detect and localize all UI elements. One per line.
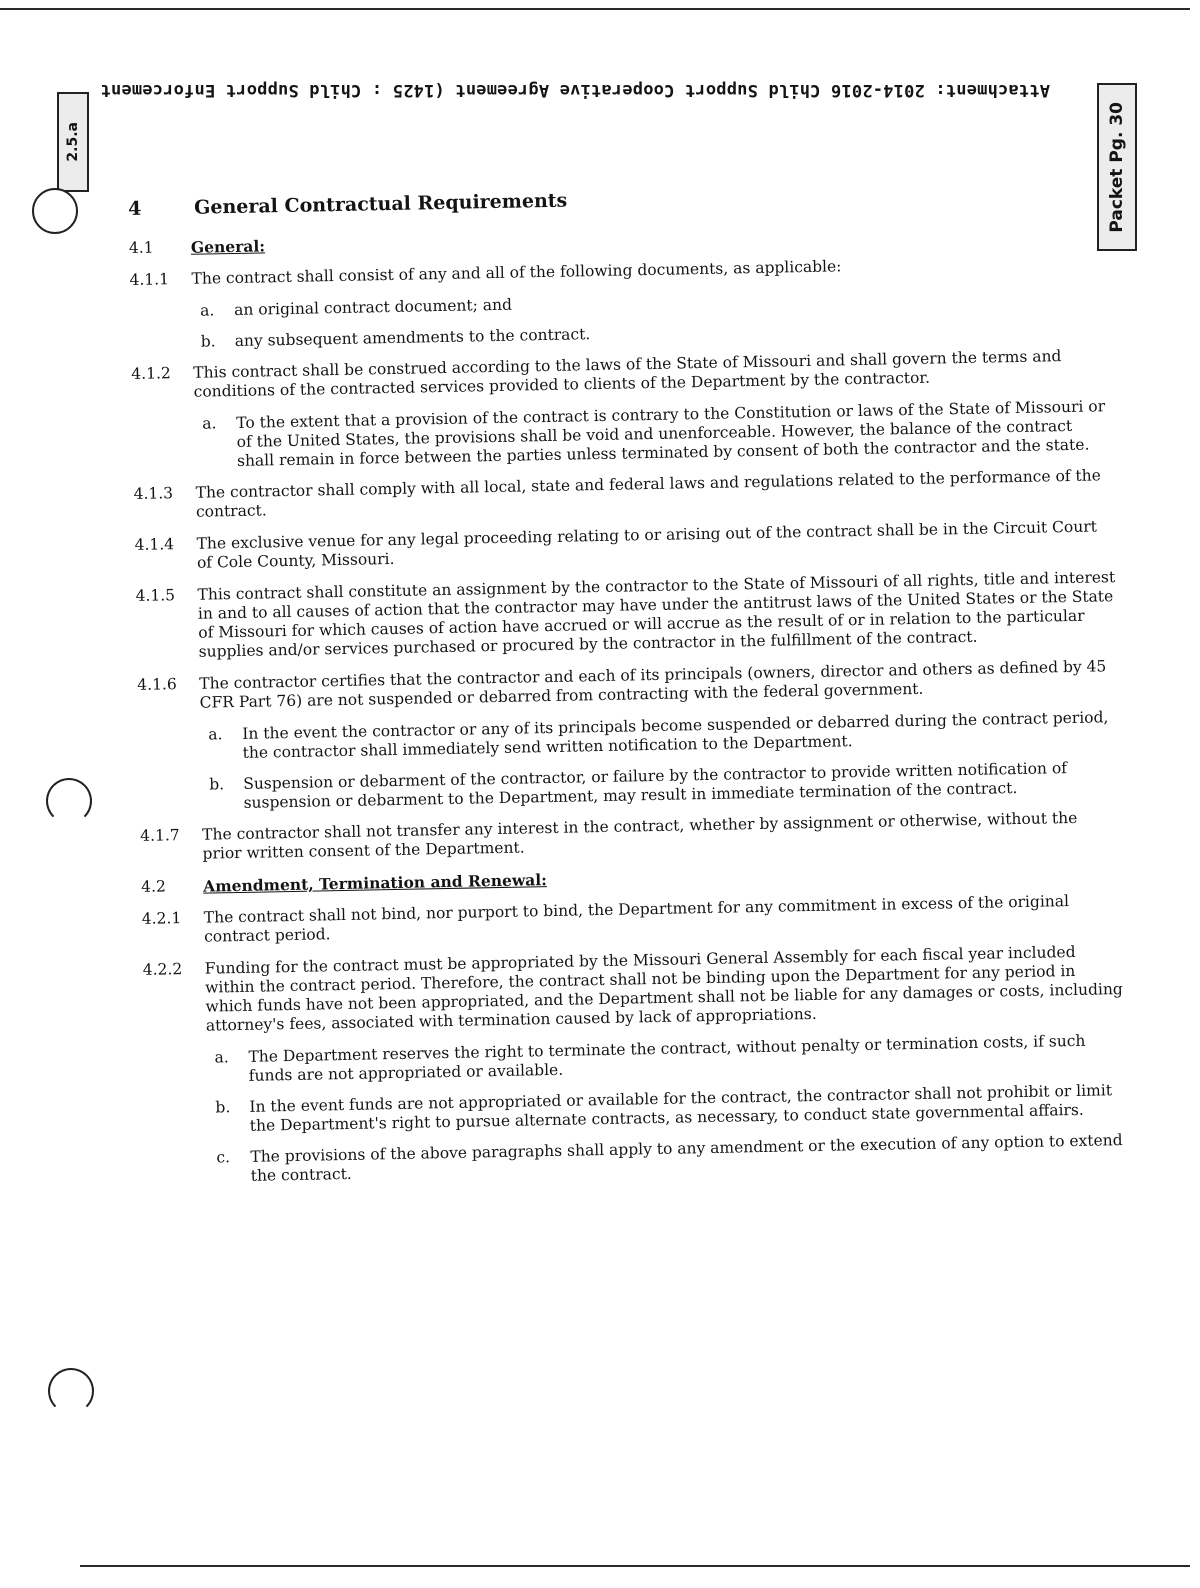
list-item-text: Suspension or debarment of the contractor, or failure by the contractor to provide written notification of suspension or debarment to the Department, may result in immediate termination of the contract. — [243, 759, 1068, 812]
clause-number: 4.1.4 — [134, 535, 175, 554]
top-border-line — [0, 8, 1190, 10]
list-item-text: an original contract document; and — [233, 295, 513, 319]
clause-list-item — [202, 397, 1113, 471]
clause-text: This contract shall be construed according to the laws of the State of Missouri and shall govern the terms and conditions of the contracted services provided to clients of the Department by the contractor. — [193, 347, 1062, 401]
clause-number: 4.1.6 — [137, 675, 177, 694]
clause-number: 4.1.2 — [131, 364, 171, 383]
clause-list-item — [216, 1131, 1127, 1186]
attachment-header: Attachment: 2014-2016 Child Support Cooperative Agreement (1425 : Child Support Enforcement — [100, 80, 1050, 100]
section-number: 4 — [127, 197, 142, 220]
subsection-title: Amendment, Termination and Renewal: — [203, 870, 548, 896]
section-title: General Contractual Requirements — [193, 189, 568, 219]
clause-number: 4.1.3 — [133, 484, 174, 503]
list-item-text: In the event the contractor or any of its principals become suspended or debarred during the contract period, the contractor shall immediately send written notification to the Department. — [242, 708, 1109, 762]
subsections-container — [129, 220, 1127, 1188]
clause-number: 4.2.2 — [142, 960, 183, 979]
clause-text: The contract shall consist of any and all of the following documents, as applicable: — [191, 257, 842, 288]
list-item-text: The provisions of the above paragraphs shall apply to any amendment or the execution of any option to extend the contract. — [250, 1131, 1123, 1185]
clause-number: 4.2.1 — [141, 909, 182, 928]
clause — [140, 808, 1121, 865]
packet-page-stamp-text: Packet Pg. 30 — [1107, 101, 1127, 233]
clause-text: The contractor shall comply with all local, state and federal laws and regulations related to the performance of the contract. — [195, 466, 1102, 521]
clause-list-item — [215, 1081, 1126, 1136]
clause — [135, 568, 1116, 663]
clause-list-item — [200, 284, 1110, 320]
punch-hole-top — [32, 188, 78, 234]
clause-list-item — [214, 1031, 1125, 1086]
clause-number: 4.1.1 — [129, 270, 170, 289]
clause-number: 4.1.5 — [135, 586, 176, 605]
clause-list-item — [201, 315, 1111, 351]
list-item-letter: a. — [208, 725, 223, 744]
list-item-letter: c. — [216, 1148, 231, 1167]
subsection-heading — [141, 859, 1121, 897]
clause-text: The contractor certifies that the contractor and each of its principals (owners, director and others as defined by 45 CFR Part 76) are not suspended or debarred from contracting with the federal government. — [199, 657, 1107, 712]
clause-text: The contract shall not bind, nor purport to bind, the Department for any commitment in excess of the original contract period. — [203, 892, 1070, 946]
list-item-letter: a. — [202, 414, 217, 433]
subsection-number: 4.2 — [141, 877, 167, 896]
list-item-text: In the event funds are not appropriated or available for the contract, the contractor shall not prohibit or limit the Department's right to pursue alternate contracts, as necessary, to conduct state governmental affairs. — [249, 1081, 1113, 1135]
subsection-heading — [129, 220, 1109, 258]
bottom-border-line — [80, 1565, 1190, 1567]
punch-hole-bottom — [48, 1368, 94, 1414]
clause — [131, 346, 1112, 403]
clause — [129, 252, 1109, 290]
clause — [134, 517, 1115, 574]
clause — [137, 657, 1118, 714]
list-item-letter: b. — [215, 1098, 231, 1117]
clause-number: 4.1.7 — [140, 826, 180, 845]
list-item-text: any subsequent amendments to the contract. — [234, 325, 591, 350]
item-number-stamp-text: 2.5.a — [65, 122, 81, 162]
section-heading — [128, 181, 1108, 219]
clause-text: The contractor shall not transfer any interest in the contract, whether by assignment or otherwise, without the prior written consent of the Department. — [202, 808, 1078, 863]
clause — [142, 891, 1123, 948]
list-item-letter: b. — [200, 332, 216, 351]
clause-text: The exclusive venue for any legal proceeding relating to or arising out of the contract shall be in the Circuit Court of Cole County, Missouri. — [196, 517, 1098, 572]
subsection-title: General: — [190, 236, 266, 257]
list-item-letter: b. — [209, 775, 225, 794]
punch-hole-middle — [46, 778, 92, 824]
contract-body — [128, 181, 1127, 1200]
item-number-stamp — [57, 92, 89, 192]
subsection-number: 4.1 — [128, 238, 154, 257]
clause-text: This contract shall constitute an assignment by the contractor to the State of Missouri of all rights, title and interest in and to all causes of action that the contractor may have under the antitrust laws of the United States or the State of Missouri for which causes of action have accrued or will accrue as the result of or in relation to the particular supplies and/or services purchased or procured by the contractor in the fulfillment of the contract. — [197, 568, 1116, 661]
clause-list-item — [209, 758, 1120, 813]
list-item-text: The Department reserves the right to terminate the contract, without penalty or termination costs, if such funds are not appropriated or available. — [248, 1031, 1086, 1085]
clause-list-item — [208, 708, 1119, 763]
list-item-text: To the extent that a provision of the contract is contrary to the Constitution or laws of the State of Missouri or of the United States, the provisions shall be void and unenforceable. However, the balance of the contract shall remain in force between the parties unless terminated by consent of both the contractor and the state. — [236, 397, 1106, 470]
list-item-letter: a. — [199, 301, 215, 320]
list-item-letter: a. — [214, 1048, 229, 1067]
clause — [133, 466, 1114, 523]
clause — [143, 942, 1124, 1037]
clause-text: Funding for the contract must be appropriated by the Missouri General Assembly for each fiscal year included within the contract period. Therefore, the contract shall not be binding upon the Department for any period in which funds have not been appropriated, and the Department shall not be liable for any damages or costs, including attorney's fees, associated with termination caused by lack of appropriations. — [204, 942, 1123, 1035]
